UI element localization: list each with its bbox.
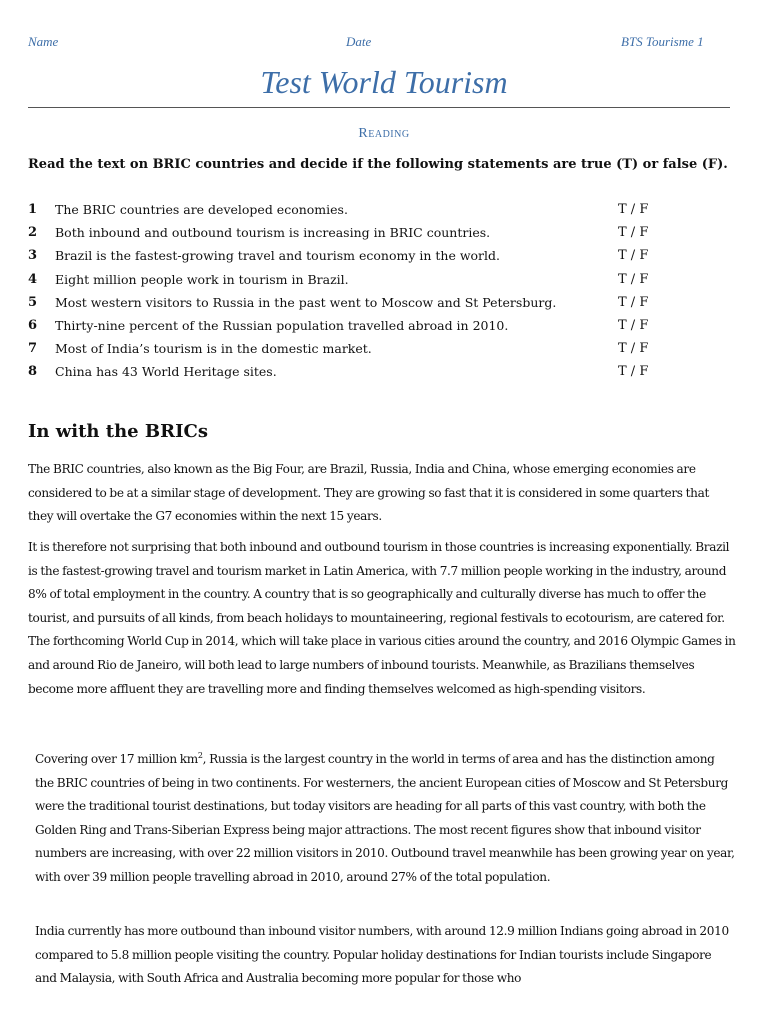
statement-item	[28, 317, 738, 340]
true-false-choice: T / F	[618, 248, 649, 264]
russia-text-rest: , Russia is the largest country in the world in terms of area and has the distinction among the BRIC countries of being in two continents. For westerners, the ancient European cities of Moscow and St Petersburg were the traditional tourist destinations, but today visitors are heading for all parts of this vast country, with both the Golden Ring and Trans-Siberian Express being major attractions. The most recent figures show that inbound visitor numbers are increasing, with over 22 million visitors in 2010. Outbound travel meanwhile has been growing year on year, with over 39 million people travelling abroad in 2010, around 27% of the total population.	[35, 752, 735, 884]
document-title: Test World Tourism	[260, 64, 508, 100]
article-paragraph-india: India currently has more outbound than inbound visitor numbers, with around 12.9 million Indians going abroad in 2010 compared to 5.8 million people visiting the country. Popular holiday destinations for Indian tourists include Singapore and Malaysia, with South Africa and Australia becoming more popular for those who	[35, 924, 729, 986]
true-false-choice: T / F	[618, 202, 649, 217]
statement-number: 8	[28, 364, 38, 380]
statement-text: Most of India’s tourism is in the domestic market.	[55, 341, 372, 357]
instructions: Read the text on BRIC countries and decide if the following statements are true (T) or false (F).	[28, 157, 728, 172]
date-label: Date	[346, 34, 372, 49]
true-false-choice: T / F	[618, 341, 649, 357]
name-label: Name	[28, 34, 59, 49]
statement-number: 2	[28, 225, 38, 241]
statement-number: 7	[28, 341, 38, 357]
article-paragraph-bric-intro: The BRIC countries, also known as the Big Four, are Brazil, Russia, India and China, whose emerging economies are considered to be at a similar stage of development. They are growing so fast that it is considered in some quarters that they will overtake the G7 economies within the next 15 years.	[28, 462, 709, 524]
statement-item	[28, 224, 738, 247]
statement-text: Both inbound and outbound tourism is increasing in BRIC countries.	[55, 225, 491, 241]
statement-item	[28, 201, 738, 224]
statement-text: Most western visitors to Russia in the past went to Moscow and St Petersburg.	[55, 294, 557, 310]
statement-text: Eight million people work in tourism in Brazil.	[55, 271, 349, 287]
true-false-choice: T / F	[618, 364, 649, 380]
russia-text-start: Covering over 17 million km	[35, 752, 198, 766]
statement-text: The BRIC countries are developed economies.	[55, 202, 348, 217]
true-false-choice: T / F	[618, 271, 649, 287]
superscript-two: 2	[197, 750, 203, 760]
statement-item	[28, 363, 738, 386]
true-false-choice: T / F	[618, 294, 649, 310]
statement-number: 4	[28, 271, 38, 287]
title-divider	[28, 107, 730, 108]
statement-list	[28, 201, 738, 387]
statement-number: 1	[28, 202, 38, 217]
document-header	[0, 34, 768, 52]
statement-item	[28, 340, 738, 363]
section-label: Reading	[358, 126, 410, 141]
statement-item	[28, 247, 738, 270]
statement-text: China has 43 World Heritage sites.	[55, 364, 277, 380]
statement-item	[28, 271, 738, 294]
true-false-choice: T / F	[618, 225, 649, 241]
statement-item	[28, 294, 738, 317]
class-label: BTS Tourisme 1	[621, 34, 704, 49]
article-paragraph-russia	[35, 748, 735, 890]
article-heading: In with the BRICs	[28, 421, 208, 442]
article-paragraph-brazil: It is therefore not surprising that both inbound and outbound tourism in those countries is increasing exponentially. Brazil is the fastest-growing travel and tourism market in Latin America, with 7.7 million people working in the industry, around 8% of total employment in the country. A country that is so geographically and culturally diverse has much to offer the tourist, and pursuits of all kinds, from beach holidays to mountaineering, regional festivals to ecotourism, are catered for. The forthcoming World Cup in 2014, which will take place in various cities around the country, and 2016 Olympic Games in and around Rio de Janeiro, will both lead to large numbers of inbound tourists. Meanwhile, as Brazilians themselves become more affluent they are travelling more and finding themselves welcomed as high-spending visitors.	[28, 540, 736, 696]
statement-number: 5	[28, 294, 38, 310]
statement-text: Thirty-nine percent of the Russian population travelled abroad in 2010.	[55, 317, 509, 333]
true-false-choice: T / F	[618, 317, 649, 333]
statement-number: 6	[28, 317, 38, 333]
statement-number: 3	[28, 248, 38, 264]
statement-text: Brazil is the fastest-growing travel and tourism economy in the world.	[55, 248, 501, 264]
